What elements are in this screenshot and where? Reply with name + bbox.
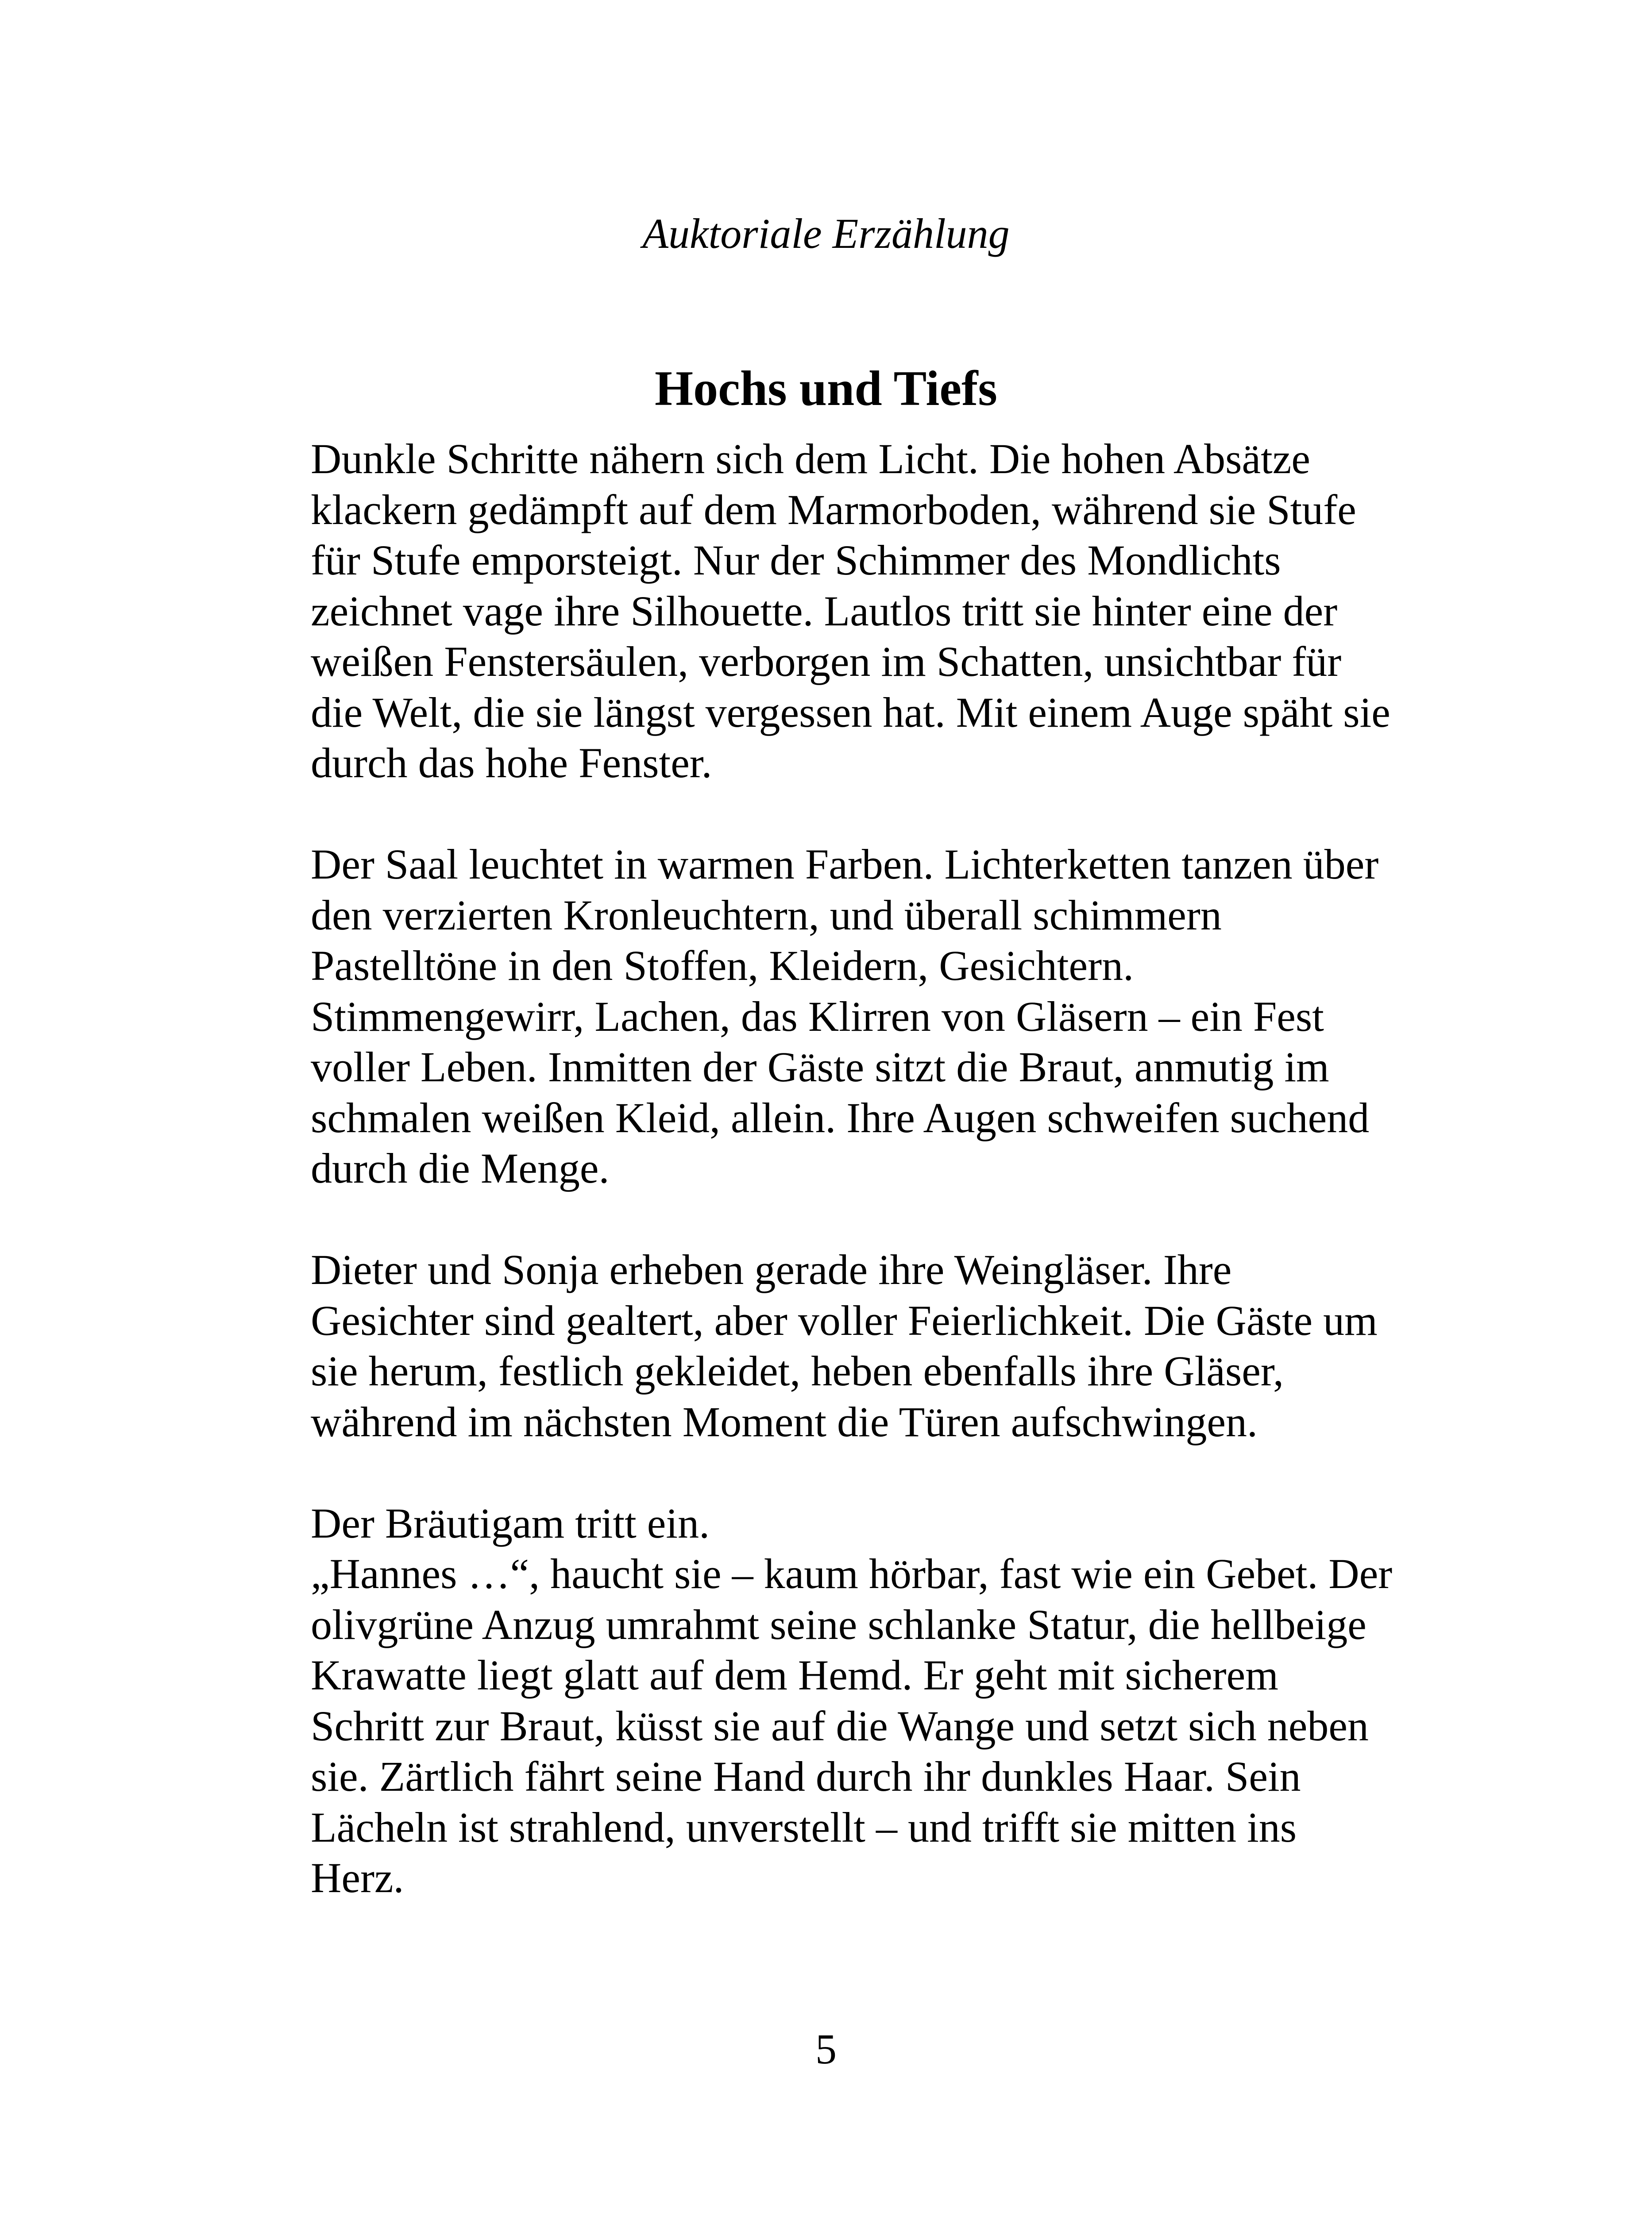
text-line: sie herum, festlich gekleidet, heben ebenfalls ihre Gläser,	[311, 1347, 1284, 1395]
text-line: klackern gedämpft auf dem Marmorboden, während sie Stufe	[311, 486, 1356, 533]
text-line: Dunkle Schritte nähern sich dem Licht. Die hohen Absätze	[311, 435, 1311, 482]
body-text	[311, 434, 1444, 1904]
page-number: 5	[815, 2025, 837, 2073]
text-line: Stimmengewirr, Lachen, das Klirren von Gläsern – ein Fest	[311, 992, 1324, 1040]
paragraph-4	[311, 1498, 1444, 1549]
text-line: voller Leben. Inmitten der Gäste sitzt die Braut, anmutig im	[311, 1043, 1329, 1091]
text-line: Schritt zur Braut, küsst sie auf die Wange und setzt sich neben	[311, 1702, 1369, 1750]
running-head: Auktoriale Erzählung	[642, 210, 1010, 257]
text-line: Krawatte liegt glatt auf dem Hemd. Er geht mit sicherem	[311, 1651, 1278, 1699]
text-line: Der Bräutigam tritt ein.	[311, 1499, 710, 1547]
text-line: weißen Fenstersäulen, verborgen im Schatten, unsichtbar für	[311, 638, 1342, 685]
text-line: durch das hohe Fenster.	[311, 739, 712, 787]
text-line: Herz.	[311, 1854, 404, 1901]
text-line: Pastelltöne in den Stoffen, Kleidern, Gesichtern.	[311, 942, 1134, 989]
text-line: während im nächsten Moment die Türen aufschwingen.	[311, 1398, 1258, 1446]
text-line: „Hannes …“, haucht sie – kaum hörbar, fast wie ein Gebet. Der	[311, 1550, 1393, 1597]
text-line: olivgrüne Anzug umrahmt seine schlanke Statur, die hellbeige	[311, 1600, 1366, 1648]
text-line: sie. Zärtlich fährt seine Hand durch ihr dunkles Haar. Sein	[311, 1753, 1301, 1800]
text-line: Lächeln ist strahlend, unverstellt – und trifft sie mitten ins	[311, 1803, 1297, 1851]
paragraph-5	[311, 1549, 1444, 1904]
text-line: schmalen weißen Kleid, allein. Ihre Augen schweifen suchend	[311, 1094, 1370, 1141]
paragraph-3	[311, 1245, 1444, 1447]
text-line: Der Saal leuchtet in warmen Farben. Lichterketten tanzen über	[311, 840, 1379, 888]
paragraph-2	[311, 839, 1444, 1194]
paragraph-1	[311, 434, 1444, 789]
text-line: zeichnet vage ihre Silhouette. Lautlos tritt sie hinter eine der	[311, 587, 1338, 635]
chapter-title: Hochs und Tiefs	[655, 361, 997, 416]
text-line: die Welt, die sie längst vergessen hat. Mit einem Auge späht sie	[311, 688, 1390, 736]
text-line: Gesichter sind gealtert, aber voller Feierlichkeit. Die Gäste um	[311, 1296, 1378, 1344]
text-line: für Stufe emporsteigt. Nur der Schimmer des Mondlichts	[311, 536, 1281, 584]
text-line: durch die Menge.	[311, 1145, 610, 1192]
text-line: den verzierten Kronleuchtern, und überall schimmern	[311, 891, 1222, 939]
text-line: Dieter und Sonja erheben gerade ihre Weingläser. Ihre	[311, 1246, 1232, 1293]
